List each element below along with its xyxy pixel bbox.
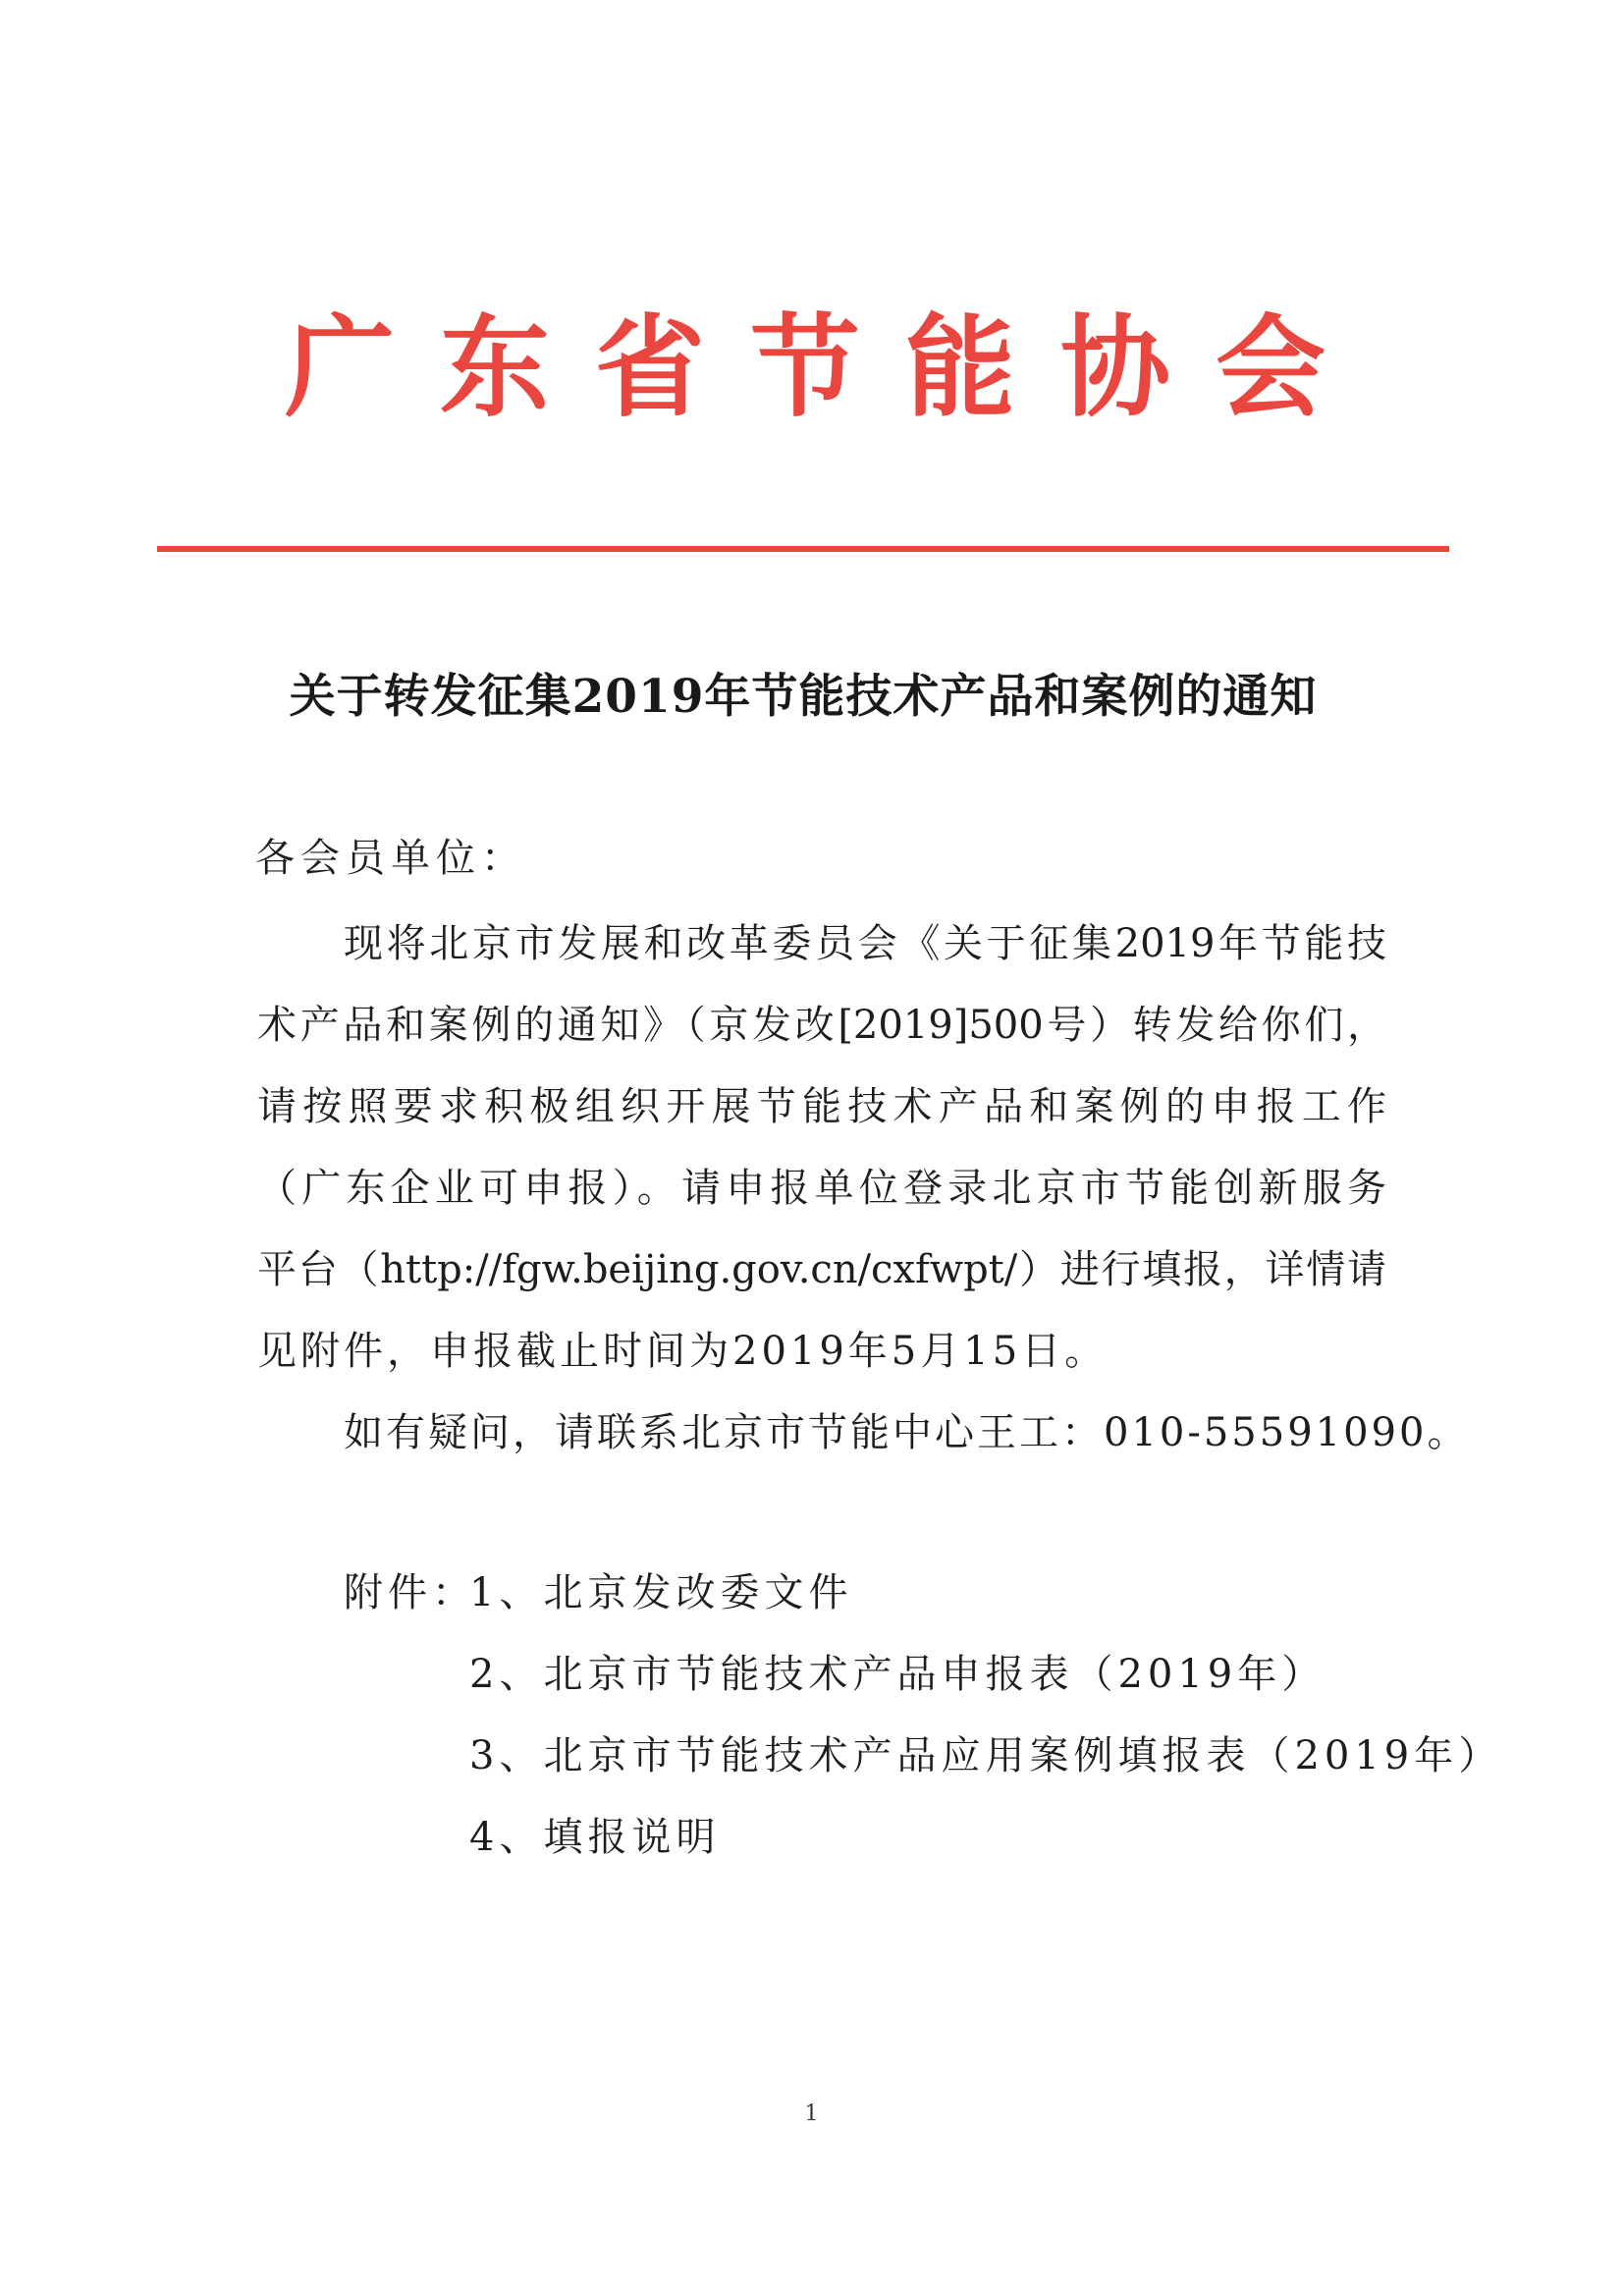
contact-line: 如有疑问，请联系北京市节能中心王工：010-55591090。 (344, 1410, 1470, 1455)
letterhead-char: 节 (750, 303, 860, 432)
letterhead-char: 能 (905, 303, 1015, 432)
attachments-label: 附件： (344, 1570, 476, 1615)
salutation: 各会员单位： (255, 836, 526, 881)
page-number: 1 (804, 2102, 819, 2126)
attachment-item: 3、北京市节能技术产品应用案例填报表（2019年） (469, 1733, 1503, 1778)
attachment-item: 1、北京发改委文件 (469, 1570, 853, 1615)
letterhead-char: 会 (1216, 303, 1325, 432)
document-title: 关于转发征集2019年节能技术产品和案例的通知 (289, 670, 1318, 724)
attachment-item: 4、填报说明 (469, 1815, 721, 1860)
letterhead-char: 协 (1060, 303, 1170, 432)
body-line: 见附件，申报截止时间为2019年5月15日。 (257, 1329, 1109, 1374)
letterhead-char: 东 (440, 303, 550, 432)
body-line: 平台（http://fgw.beijing.gov.cn/cxfwpt/）进行填报，详情请 (257, 1247, 1386, 1292)
letterhead-char: 广 (285, 303, 395, 432)
body-line: 术产品和案例的通知》（京发改[2019]500号）转发给你们， (257, 1003, 1386, 1048)
body-line: （广东企业可申报）。请申报单位登录北京市节能创新服务 (257, 1166, 1386, 1211)
letterhead-char: 省 (595, 303, 705, 432)
attachment-item: 2、北京市节能技术产品申报表（2019年） (469, 1652, 1326, 1697)
body-line: 请按照要求积极组织开展节能技术产品和案例的申报工作 (257, 1084, 1386, 1129)
body-line: 现将北京市发展和改革委员会《关于征集2019年节能技 (344, 921, 1386, 966)
letterhead-divider (157, 546, 1449, 552)
org-letterhead (285, 300, 1325, 437)
